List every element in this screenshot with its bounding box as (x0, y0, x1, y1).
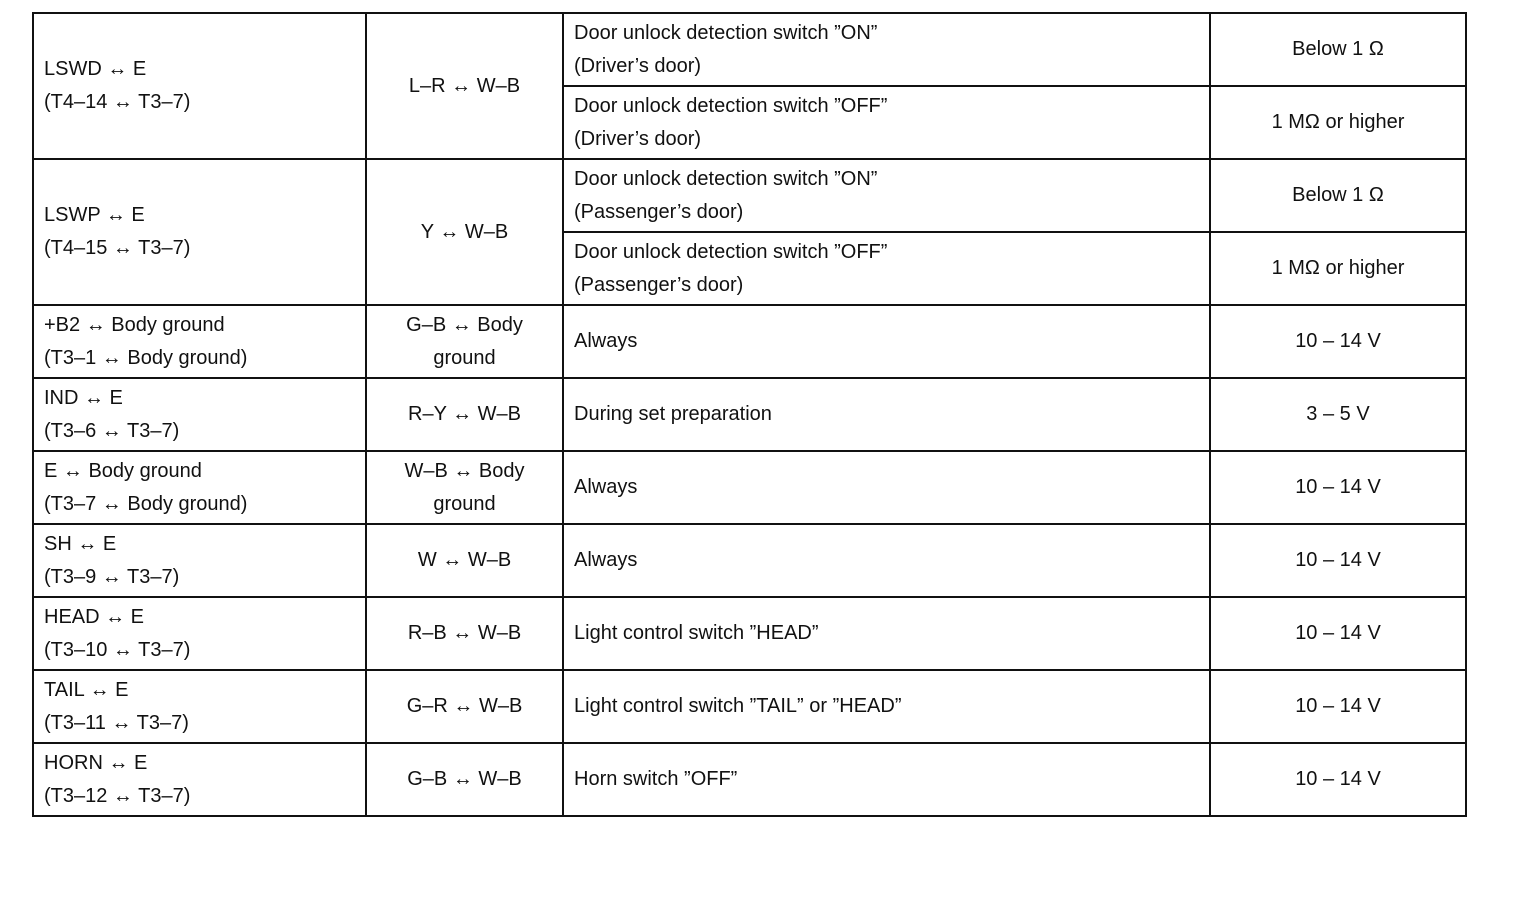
terminal-cell-line: IND ↔ E (44, 386, 123, 409)
specified-value-cell: 10 – 14 V (1210, 670, 1466, 743)
condition-cell (563, 86, 1210, 159)
terminal-cell-line: (T3–7 ↔ Body ground) (44, 492, 248, 515)
terminal-cell-line: E ↔ Body ground (44, 459, 202, 482)
condition-cell-line: Door unlock detection switch ”OFF” (574, 240, 888, 263)
wiring-color-cell (366, 597, 563, 670)
wiring-color-cell (366, 670, 563, 743)
specified-value-cell: Below 1 Ω (1210, 159, 1466, 232)
condition-cell-line: Horn switch ”OFF” (574, 768, 738, 790)
table-row (33, 524, 1466, 597)
terminal-cell (33, 743, 366, 816)
table-row (33, 13, 1466, 86)
wiring-color-cell-line: R–B ↔ W–B (407, 622, 522, 644)
terminal-cell-line: HORN ↔ E (44, 751, 148, 774)
wiring-color-cell (366, 524, 563, 597)
condition-cell (563, 451, 1210, 524)
condition-cell (563, 232, 1210, 305)
table-row (33, 378, 1466, 451)
terminal-cell-line: (T3–1 ↔ Body ground) (44, 346, 248, 369)
table-row (33, 451, 1466, 524)
terminal-cell-line: (T3–10 ↔ T3–7) (44, 638, 191, 661)
wiring-color-cell (366, 451, 563, 524)
condition-cell (563, 597, 1210, 670)
terminal-cell-line: (T3–6 ↔ T3–7) (44, 419, 180, 442)
terminal-cell-line: (T3–11 ↔ T3–7) (44, 711, 189, 734)
condition-cell-line: Door unlock detection switch ”OFF” (574, 94, 888, 117)
terminal-cell-line: LSWD ↔ E (44, 58, 147, 80)
wiring-color-cell-line: R–Y ↔ W–B (408, 403, 521, 425)
specified-value-cell: 10 – 14 V (1210, 597, 1466, 670)
specified-value-cell: 10 – 14 V (1210, 305, 1466, 378)
wiring-color-cell-line: G–R ↔ W–B (406, 695, 523, 717)
condition-cell-line: (Driver’s door) (574, 127, 702, 150)
terminal-cell-line: LSWP ↔ E (44, 204, 145, 226)
wiring-color-cell-line: L–R ↔ W–B (408, 74, 521, 97)
condition-cell-line: Always (574, 330, 638, 352)
specified-value-cell: 10 – 14 V (1210, 743, 1466, 816)
terminal-cell-line: HEAD ↔ E (44, 605, 145, 628)
table-row (33, 159, 1466, 232)
table-row (33, 597, 1466, 670)
terminal-cell-line: SH ↔ E (44, 532, 117, 555)
specified-value-cell: 3 – 5 V (1210, 378, 1466, 451)
wiring-color-cell-line: ground (433, 346, 496, 369)
condition-cell (563, 305, 1210, 378)
terminal-cell-line: TAIL ↔ E (44, 678, 129, 701)
terminal-spec-table (32, 12, 1467, 817)
specified-value-cell: 10 – 14 V (1210, 451, 1466, 524)
terminal-cell-line: (T3–9 ↔ T3–7) (44, 565, 180, 588)
condition-cell (563, 159, 1210, 232)
terminal-cell-line: (T4–14 ↔ T3–7) (44, 91, 191, 113)
table-body (33, 13, 1466, 816)
specified-value-cell: 1 MΩ or higher (1210, 86, 1466, 159)
terminal-cell (33, 13, 366, 159)
terminal-cell-line: +B2 ↔ Body ground (44, 313, 225, 336)
terminal-cell (33, 597, 366, 670)
terminal-cell (33, 159, 366, 305)
wiring-color-cell (366, 159, 563, 305)
wiring-color-cell-line: Y ↔ W–B (420, 220, 509, 243)
wiring-color-cell (366, 743, 563, 816)
wiring-color-cell (366, 13, 563, 159)
wiring-color-cell-line: G–B ↔ Body (406, 313, 523, 336)
condition-cell-line: During set preparation (574, 403, 772, 425)
condition-cell-line: Light control switch ”HEAD” (574, 622, 819, 644)
condition-cell (563, 13, 1210, 86)
condition-cell-line: Always (574, 476, 638, 498)
condition-cell (563, 743, 1210, 816)
specified-value-cell: 1 MΩ or higher (1210, 232, 1466, 305)
wiring-color-cell (366, 378, 563, 451)
terminal-cell (33, 451, 366, 524)
terminal-cell (33, 670, 366, 743)
condition-cell-line: (Passenger’s door) (574, 200, 744, 223)
condition-cell-line: (Driver’s door) (574, 54, 702, 77)
terminal-cell (33, 305, 366, 378)
condition-cell-line: (Passenger’s door) (574, 273, 744, 296)
wiring-color-cell-line: W–B ↔ Body (404, 459, 525, 482)
condition-cell-line: Door unlock detection switch ”ON” (574, 167, 878, 190)
wiring-color-cell-line: W ↔ W–B (417, 549, 512, 571)
terminal-cell-line: (T4–15 ↔ T3–7) (44, 237, 191, 259)
condition-cell (563, 670, 1210, 743)
terminal-cell (33, 378, 366, 451)
condition-cell-line: Always (574, 549, 638, 571)
specified-value-cell: 10 – 14 V (1210, 524, 1466, 597)
table-row (33, 670, 1466, 743)
condition-cell (563, 524, 1210, 597)
terminal-cell-line: (T3–12 ↔ T3–7) (44, 784, 191, 807)
specified-value-cell: Below 1 Ω (1210, 13, 1466, 86)
table-row (33, 305, 1466, 378)
wiring-color-cell-line: ground (433, 492, 496, 515)
condition-cell-line: Door unlock detection switch ”ON” (574, 21, 878, 44)
wiring-color-cell-line: G–B ↔ W–B (407, 768, 522, 790)
condition-cell-line: Light control switch ”TAIL” or ”HEAD” (574, 695, 902, 717)
table-row (33, 743, 1466, 816)
wiring-color-cell (366, 305, 563, 378)
condition-cell (563, 378, 1210, 451)
terminal-cell (33, 524, 366, 597)
